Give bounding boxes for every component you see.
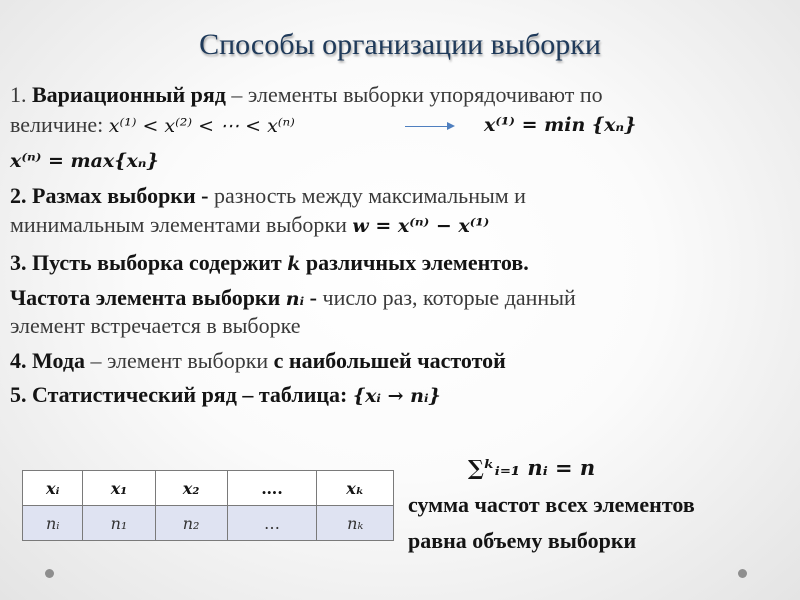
- var-ni: nᵢ: [285, 288, 305, 310]
- item-text: – элементы выборки упорядочивают по: [231, 82, 603, 107]
- term-stat-series: 5. Статистический ряд – таблица:: [10, 382, 348, 407]
- order-formula: x⁽¹⁾ < x⁽²⁾ < ⋯ < x⁽ⁿ⁾: [108, 115, 295, 137]
- item-text: величине:: [10, 112, 104, 137]
- stat-series-formula: {xᵢ → nᵢ}: [352, 385, 441, 407]
- var-k: k: [287, 253, 301, 275]
- item-text: минимальным элементами выборки: [10, 212, 347, 237]
- item-range-line2: [10, 212, 489, 238]
- term-range: 2. Размах выборки -: [10, 183, 209, 208]
- item-variation-series: [10, 82, 603, 108]
- min-formula: x⁽¹⁾ = min {xₙ}: [484, 114, 637, 136]
- table-row: [23, 471, 394, 506]
- mode-emphasis: с наибольшей частотой: [273, 348, 506, 373]
- item-mode: [10, 348, 506, 374]
- table-cell: x₂: [155, 471, 227, 506]
- item-variation-line2: [10, 112, 295, 138]
- item-text: разность между максимальным и: [213, 183, 526, 208]
- statistical-series-table: [22, 470, 394, 541]
- table-cell: …: [227, 506, 317, 541]
- item-text: – элемент выборки: [90, 348, 269, 373]
- max-formula: x⁽ⁿ⁾ = max{xₙ}: [10, 150, 159, 172]
- table-row: [23, 506, 394, 541]
- table-cell: ….: [227, 471, 317, 506]
- table-cell: n₂: [155, 506, 227, 541]
- dash: -: [309, 285, 317, 310]
- sum-formula: ∑ᵏᵢ₌₁ nᵢ = n: [468, 455, 596, 480]
- item-text: различных элементов.: [305, 250, 529, 275]
- table-cell: nᵢ: [23, 506, 83, 541]
- decor-dot-right-icon: [738, 569, 747, 578]
- decor-dot-left-icon: [45, 569, 54, 578]
- item-range: [10, 183, 526, 209]
- term-frequency: Частота элемента выборки: [10, 285, 281, 310]
- sum-text-line1: сумма частот всех элементов: [408, 492, 695, 517]
- item-text: число раз, которые данный: [322, 285, 576, 310]
- item-frequency: [10, 285, 576, 311]
- term-variation-series: Вариационный ряд: [32, 82, 226, 107]
- sum-text-line2: равна объему выборки: [408, 528, 637, 553]
- item-stat-series: [10, 382, 441, 408]
- table-cell: xₖ: [317, 471, 394, 506]
- range-formula: w = x⁽ⁿ⁾ − x⁽¹⁾: [352, 215, 490, 237]
- table-cell: nₖ: [317, 506, 394, 541]
- item-text: 3. Пусть выборка содержит: [10, 250, 282, 275]
- term-mode: 4. Мода: [10, 348, 85, 373]
- table-cell: n₁: [83, 506, 155, 541]
- table-cell: xᵢ: [23, 471, 83, 506]
- item-frequency-line2: элемент встречается в выборке: [10, 313, 301, 338]
- page-title: Способы организации выборки: [199, 28, 601, 61]
- table-cell: x₁: [83, 471, 155, 506]
- item-number: 1.: [10, 82, 27, 107]
- item-distinct-elements: [10, 250, 529, 276]
- arrow-right-icon: [405, 126, 453, 127]
